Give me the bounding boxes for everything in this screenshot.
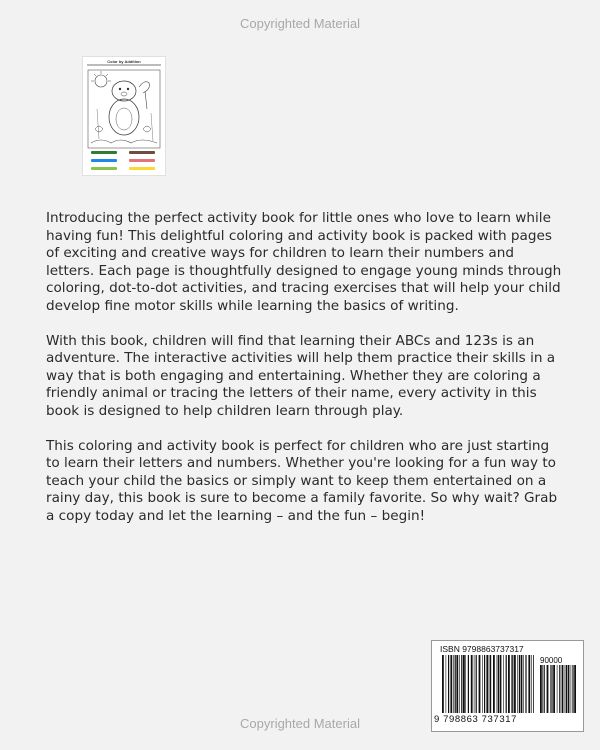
barcode-bar [484, 655, 485, 713]
barcode-bar [521, 655, 523, 713]
barcode-bars [442, 655, 534, 713]
color-key-swatch [129, 167, 155, 170]
barcode-bar [474, 655, 475, 713]
addon-barcode-bars [540, 665, 576, 713]
color-key-swatch [129, 151, 155, 154]
barcode-bar [562, 665, 564, 713]
barcode-bar [572, 665, 573, 713]
activity-page-thumbnail [82, 56, 166, 176]
barcode-bar [517, 655, 518, 713]
barcode-bar [571, 665, 572, 713]
barcode-bar [479, 655, 481, 713]
barcode-bar [508, 655, 510, 713]
barcode-bar [568, 665, 570, 713]
barcode-bar [557, 665, 558, 713]
barcode-bar [533, 655, 534, 713]
barcode-bar [503, 655, 504, 713]
barcode-bar [525, 655, 526, 713]
barcode-bar [493, 655, 495, 713]
ean-digits: 9 798863 737317 [434, 714, 517, 725]
barcode-bar [468, 655, 469, 713]
barcode-bar [489, 655, 490, 713]
barcode-bar [461, 655, 462, 713]
barcode-bar [490, 655, 491, 713]
barcode-bar [550, 665, 551, 713]
barcode-bar [486, 655, 488, 713]
description-paragraph: Introducing the perfect activity book for little ones who love to learn while having fun! This delightful coloring and activity book is packed with pages of exciting and creative ways for children to learn their numbers and letters. Each page is thoughtfully designed to engage young minds through coloring, dot-to-dot activities, and tracing exercises that will help your child develop fine motor skills while learning the basics of writing. [46, 210, 562, 314]
barcode-bar [476, 655, 477, 713]
description-paragraph: This coloring and activity book is perfect for children who are just starting to learn their letters and numbers. Whether you're looking for a fun way to teach your child the basics or simply want to keep them entertained on a rainy day, this book is sure to become a family favorite. So why wait? Grab a copy today and let the learning – and the fun – begin! [46, 437, 558, 524]
color-key-swatch [129, 159, 155, 162]
barcode-bar [511, 655, 512, 713]
thumbnail-instructions-line [87, 64, 161, 66]
barcode-bar [523, 655, 524, 713]
color-key-swatch [91, 167, 117, 170]
barcode-bar [528, 655, 530, 713]
barcode-bar [455, 655, 456, 713]
color-key-swatch [91, 151, 117, 154]
barcode-bar [551, 665, 552, 713]
barcode-bar [542, 665, 543, 713]
copyright-watermark-bottom: Copyrighted Material [240, 716, 360, 731]
barcode-bar [498, 655, 499, 713]
barcode-bar [446, 655, 447, 713]
barcode-bar [574, 665, 576, 713]
description-paragraph: With this book, children will find that learning their ABCs and 123s is an adventure. The interactive activities will help them practice their skills in a way that is both engaging and entertaining. Whether they are coloring a friendly animal or tracing the letters of their name, every activity in this book is designed to help children learn through play. [46, 332, 556, 419]
barcode-bar [519, 655, 520, 713]
thumbnail-title: Color by Addition [107, 59, 141, 64]
barcode-bar [459, 655, 460, 713]
barcode-bar [471, 655, 473, 713]
barcode-bar [566, 665, 567, 713]
copyright-watermark-top: Copyrighted Material [240, 16, 360, 31]
barcode-bar [531, 655, 532, 713]
isbn-label: ISBN 9798863737317 [440, 644, 524, 654]
barcode-bar [553, 665, 555, 713]
barcode-bar [500, 655, 502, 713]
beaver-illustration [87, 69, 161, 149]
barcode-bar [547, 665, 549, 713]
barcode-bar [450, 655, 452, 713]
barcode-bar [442, 655, 444, 713]
barcode-bar [456, 655, 458, 713]
barcode-bar [559, 665, 560, 713]
barcode-bar [540, 665, 542, 713]
barcode-bar [514, 655, 516, 713]
color-key-swatch [91, 159, 117, 162]
barcode-bar [448, 655, 449, 713]
barcode-bar [465, 655, 466, 713]
barcode-bar [463, 655, 465, 713]
book-description [46, 210, 566, 543]
barcode-bar [497, 655, 498, 713]
barcode-bar [512, 655, 513, 713]
barcode-bar [544, 665, 545, 713]
price-code: 90000 [540, 656, 563, 665]
barcode-bar [506, 655, 507, 713]
barcode-bar [565, 665, 566, 713]
barcode-bar [453, 655, 454, 713]
barcode-bar [482, 655, 483, 713]
